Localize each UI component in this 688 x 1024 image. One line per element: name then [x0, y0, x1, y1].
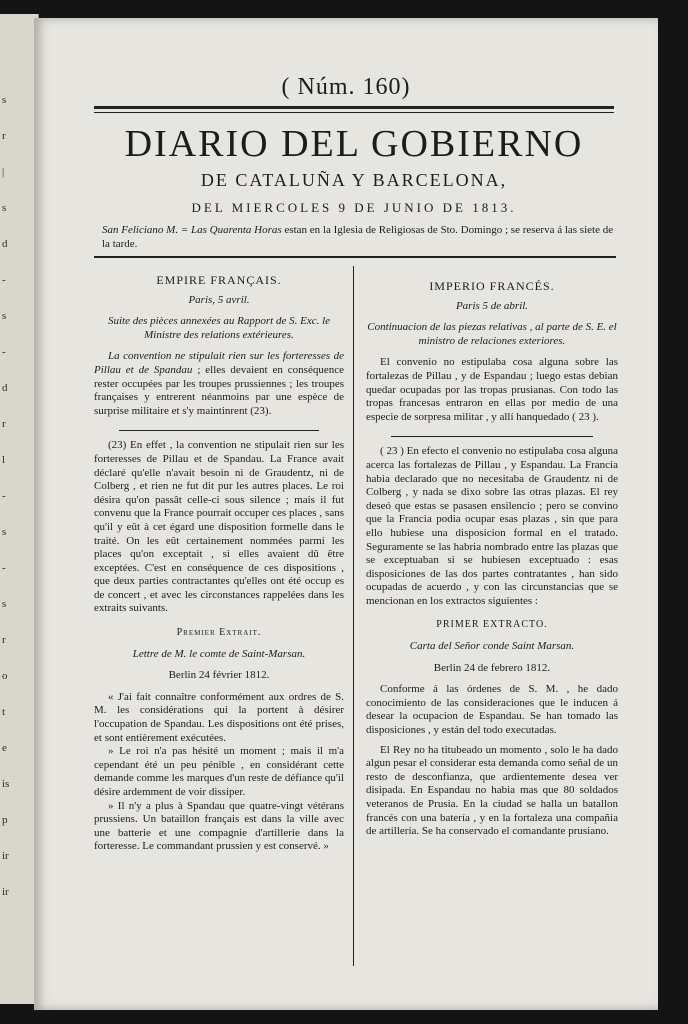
spanish-letter-para-2: El Rey no ha titubeado un momento , solo le ha dado algun pesar el considerar esta demanda como señal de un resto de desconfianza, que ardientemente desea ver disipada. En Espandau no habia mas que 80 soldados veteranos de Prusia. En la ciudad se halla un batallon francés con una batería , y en la fortaleza una compañia de artillería. Se ha conservado el comandante prusiano.	[366, 743, 618, 838]
adjacent-page-glyph: |	[2, 166, 5, 178]
adjacent-page-glyph: is	[2, 778, 10, 790]
french-heading: EMPIRE FRANÇAIS.	[156, 273, 282, 287]
spanish-letter-title: Carta del Señor conde Saint Marsan.	[409, 640, 575, 653]
adjacent-page-glyph: s	[2, 310, 7, 322]
adjacent-page-glyph: e	[2, 742, 7, 754]
adjacent-page-glyph: r	[2, 634, 6, 646]
adjacent-page-glyph: s	[2, 94, 7, 106]
french-rule	[119, 430, 319, 431]
issue-number: ( Núm. 160)	[281, 74, 411, 100]
french-paragraph-1-italic: La convention ne stipulait rien sur les forteresses de Pillau et de Spandau	[94, 350, 344, 376]
spanish-dateline: Paris 5 de abril.	[455, 299, 529, 312]
newspaper-title: DIARIO DEL GOBIERNO	[124, 123, 584, 165]
french-footnote: (23) En effet , la convention ne stipulait rien sur les forteresses de Pillau et de Spandau. La France avait déclaré qu'elle n'avait besoin ni de Graudentz, ni de Colberg , et rien ne fut dit pur les autres places. Le roi désira qu'on passât celle-ci sous silence ; mais il fut convenu que la France pourrait occuper ces places , sans qu'il y eût à cet égard une disposition formelle dans le traité. On les eût certainement nommées parmi les places qu'on exceptait , si elles avaient dû être exceptées. C'est en conséquence de ces dispositions , que deux parties contractantes qu'elles ont été occup es de concert , et avec les circonstances rappelées dans les extraits suivants.	[94, 439, 344, 615]
spanish-footnote: ( 23 ) En efecto el convenio no estipulaba cosa alguna acerca las fortalezas de Pillau , y Espandau. La Francia habia declarado que no necesitaba de Graudentz ni de Colberg , y nada se dixo sobre las otras plazas. El rey deseó que estas se pasasen ensilencio ; pero se convino que la Francia podia ocupar esas plazas , sin que para ello hubiese una disposicion formal en el tratado. Seguramente se las habria nombrado entre las plazas que se exceptuaban si se hubiesen exceptuado : esas disposiciones de las dos partes contratantes , han sido ocupadas de acuerdo , y con las circunstancias que se mencionan en los extractos siguientes :	[366, 445, 618, 607]
adjacent-page-glyph: -	[2, 274, 6, 286]
spanish-heading: IMPERIO FRANCÉS.	[429, 279, 555, 293]
spanish-rule	[391, 436, 593, 437]
spanish-column	[366, 280, 618, 839]
adjacent-page-glyph: d	[2, 382, 8, 394]
french-letter-para-1: « J'ai fait connaître conformément aux ordres de S. M. les considérations qui la portent à désirer l'occupation de Spandau. Les dispositions ont été prises, et sont entièrement exécutées.	[94, 690, 344, 744]
french-letter-date: Berlin 24 février 1812.	[168, 669, 270, 682]
french-letter-para-3: » Il n'y a plus à Spandau que quatre-vingt vétérans prussiens. Un bataillon français est dans la ville avec une batterie et une compagnie d'artillerie dans la forteresse. Le commandant prussien y est conservé. »	[94, 799, 344, 853]
french-column	[94, 274, 344, 854]
adjacent-page-glyph: s	[2, 526, 7, 538]
adjacent-page-glyph: s	[2, 202, 7, 214]
adjacent-page-glyph: r	[2, 130, 6, 142]
column-divider	[353, 266, 354, 966]
french-extract-heading: Premier Extrait.	[176, 627, 262, 639]
adjacent-page-glyph: ir	[2, 850, 9, 862]
french-letter-title: Lettre de M. le comte de Saint-Marsan.	[132, 647, 306, 660]
french-paragraph-1	[94, 350, 344, 418]
adjacent-page-glyph: d	[2, 238, 8, 250]
adjacent-page-glyph: s	[2, 598, 7, 610]
notice-text: estan en la Iglesia de Religiosas de Sto. Domingo ; se reserva á las siete de la tarde.	[102, 224, 614, 250]
adjacent-page-glyph: p	[2, 814, 8, 826]
spanish-intro: Continuacion de las piezas relativas , al parte de S. E. el ministro de relaciones exteriores.	[367, 321, 617, 347]
spanish-letter-para-1: Conforme á las órdenes de S. M. , he dado conocimiento de las consideraciones que le inducen á desear la ocupacion de Espandau. Se han tomado las disposiciones , y están del todo executadas.	[366, 683, 618, 737]
french-paragraph-1-rest: ; elles devaient en conséquence rester occupées par les troupes prussiennes ; les troupes françaises y entrerent néanmoins par une espèce de surprise militaire et s'y maintinrent (23).	[94, 363, 344, 417]
newspaper-page	[34, 18, 658, 1010]
section-rule	[94, 256, 616, 258]
adjacent-page-glyph: -	[2, 490, 6, 502]
adjacent-page-glyph: l	[2, 454, 6, 466]
spanish-paragraph-1: El convenio no estipulaba cosa alguna sobre las fortalezas de Pillau , y de Espandau ; luego estas debian quedar ocupadas por las tropas prusianas. Con todo las tropas francesas entraron en ellas por medio de una especie de sorpresa militar , y allí hanquedado ( 23 ).	[366, 356, 618, 423]
spanish-extract-heading: PRIMER EXTRACTO.	[436, 619, 548, 631]
header-rule-thin	[94, 112, 614, 113]
adjacent-page-glyph: -	[2, 346, 6, 358]
adjacent-page-glyph: r	[2, 418, 6, 430]
adjacent-page-glyph: -	[2, 562, 6, 574]
daily-notice	[102, 223, 616, 251]
newspaper-subtitle: DE CATALUÑA Y BARCELONA,	[200, 170, 508, 190]
french-intro: Suite des pièces annexées au Rapport de S. Exc. le Ministre des relations extérieures.	[107, 315, 331, 341]
header-rule-thick	[94, 106, 614, 109]
adjacent-page-glyph: ir	[2, 886, 9, 898]
french-letter-para-2: » Le roi n'a pas hésité un moment ; mais il m'a cependant été un peu pénible , en considérant cette demande comme les marques d'un reste de défiance qu'il désire ardemment de voir dissiper.	[94, 745, 344, 798]
adjacent-page-glyph: t	[2, 706, 6, 718]
adjacent-page-glyph: o	[2, 670, 8, 682]
notice-saint: San Feliciano M. = Las Quarenta Horas	[102, 224, 282, 236]
french-dateline: Paris, 5 avril.	[188, 293, 250, 306]
spanish-letter-date: Berlin 24 de febrero 1812.	[433, 661, 551, 674]
issue-date: DEL MIERCOLES 9 DE JUNIO DE 1813.	[191, 200, 517, 215]
